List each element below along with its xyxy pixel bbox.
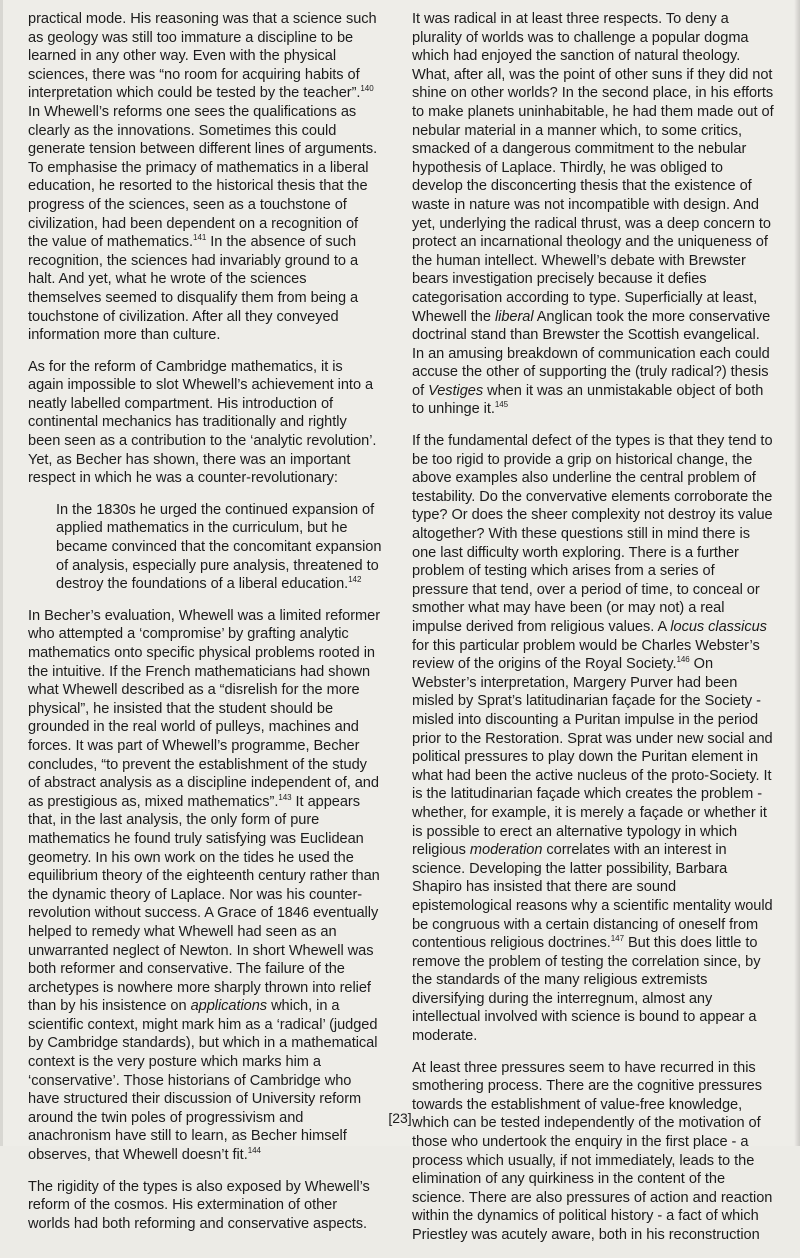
- footnote-ref: 147: [610, 934, 624, 944]
- left-column: [28, 10, 382, 1246]
- paragraph: In Becher’s evaluation, Whewell was a limited reformer who attempted a ‘compromise’ by grafting analytic mathematics onto specific physical problems rooted in the intuitive. If the French mathematicians had shown what Whewell described as a “disrelish for the more physical”, he insisted that the student should be grounded in the real world of pulleys, machines and forces. It was part of Whewell’s programme, Becher concludes, “to prevent the establishment of the study of abstract analysis as a discipline independent of, and as prestigious as, mixed mathematics”.$^{143}$ It appears that, in the last analysis, the only form of pure mathematics he found truly satisfying was Euclidean geometry. In his own work on the tides he used the equilibrium theory of the eighteenth century rather than the dynamic theory of Laplace. Nor was his counter-revolution without success. A Grace of 1846 eventually helped to remedy what Whewell had seen as an unwarranted neglect of Newton. In short Whewell was both reformer and conservative. The failure of the archetypes is nowhere more sharply thrown into relief than by his insistence on applications which, in a scientific context, might mark him as a ‘radical’ (judged by Cambridge standards), but which in a mathematical context is the very posture which marks him a ‘conservative’. Those historians of Cambridge who have structured their discussion of University reform around the twin poles of progressivism and anachronism have still to learn, as Becher himself observes, that Whewell doesn’t fit.$^{144}$: [28, 607, 381, 1164]
- emphasis: moderation: [469, 842, 543, 859]
- page-left-edge: [0, 0, 3, 1146]
- footnote-ref: 141: [193, 233, 207, 243]
- footnote-ref: 146: [676, 655, 690, 665]
- paragraph: The rigidity of the types is also exposed by Whewell’s reform of the cosmos. His extermination of other worlds had both reforming and conservative aspects.: [28, 1178, 370, 1232]
- page-number: [23]: [388, 1110, 412, 1126]
- footnote-ref: 143: [278, 792, 292, 802]
- paragraph: At least three pressures seem to have recurred in this smothering process. There are the cognitive pressures towards the establishment of value-free knowledge, which can be tested independently of the motivation of those who undertook the enquiry in the first place - a process which usually, if not immediately, leads to the elimination of any quirkiness in the content of the science. There are also pressures of action and reaction within the dynamics of political history - a fact of which Priestley was acutely aware, both in his reconstruction: [412, 1059, 773, 1243]
- emphasis: Vestiges: [428, 382, 484, 399]
- footnote-ref: 144: [247, 1146, 261, 1156]
- paragraph: It was radical in at least three respects. To deny a plurality of worlds was to challenge a popular dogma which had enjoyed the sanction of natural theology. What, after all, was the point of other suns if they did not shine on other worlds? In the second place, in his efforts to make planets uninhabitable, he had them made out of nebular material in a manner which, to some critics, smacked of a dangerous commitment to the nebular hypothesis of Laplace. Thirdly, he was obliged to develop the disconcerting thesis that the existence of waste in nature was not incompatible with design. And yet, underlying the radical thrust, was a deep concern to protect an incarnational theology and the uniqueness of the human intellect. Whewell’s debate with Brewster bears investigation precisely because it defies categorisation according to type. Superficially at least, Whewell the liberal Anglican took the more conservative doctrinal stand than Brewster the Scottish evangelical. In an amusing breakdown of communication each could accuse the other of supporting the (truly radical?) thesis of Vestiges when it was an unmistakable object of both to unhinge it.$^{145}$: [412, 11, 774, 418]
- footnote-ref: 142: [348, 575, 362, 585]
- paragraph: As for the reform of Cambridge mathematics, it is again impossible to slot Whewell’s achievement into a neatly labelled compartment. His introduction of continental mechanics has traditionally and rightly been seen as a contribution to the ‘analytic revolution’. Yet, as Becher has shown, there was an important respect in which he was a counter-revolutionary:: [28, 358, 377, 487]
- paragraph: If the fundamental defect of the types is that they tend to be too rigid to provide a grip on historical change, the above examples also underline the central problem of testability. Do the convervative elements corroborate the type? Or does the sheer complexity not destroy its value altogether? With these questions still in mind there is one last difficulty worth exploring. There is a further problem of testing which arises from a series of pressure that tend, over a period of time, to conceal or smother what may have been (or may not) a real impulse derived from religious values. A locus classicus for this particular problem would be Charles Webster’s review of the origins of the Royal Society.$^{146}$ On Webster’s interpretation, Margery Purver had been misled by Sprat’s latitudinarian façade for the Society - misled into discounting a Puritan impulse in the period prior to the Restoration. Sprat was under new social and political pressures to play down the Puritan element in what had been the active nucleus of the proto-Society. It is the latitudinarian façade which creates the problem - whether, for example, it is merely a façade or whether it is possible to erect an alternative typology in which religious moderation correlates with an interest in science. Developing the latter possibility, Barbara Shapiro has insisted that there are sound epistemological reasons why a scientific mentality would be congruous with a certain distancing of oneself from contentious religious doctrines.$^{147}$ But this does little to remove the problem of testing the correlation since, by the standards of the many religious extremists diversifying during the interregnum, almost any intellectual involved with science is bound to appear a moderate.: [412, 433, 773, 1045]
- right-column: [412, 10, 774, 1258]
- footnote-ref: 140: [360, 84, 374, 94]
- emphasis: applications: [190, 998, 268, 1015]
- emphasis: liberal: [494, 308, 534, 325]
- page-edge-shadow: [794, 0, 800, 1146]
- block-quote: In the 1830s he urged the continued expansion of applied mathematics in the curriculum, but he became convinced that the concomitant expansion of analysis, especially pure analysis, threatened to destroy the foundations of a liberal education.$^{142}$: [56, 501, 382, 593]
- paragraph: practical mode. His reasoning was that a science such as geology was still too immature a discipline to be learned in any other way. Even with the physical sciences, there was “no room for acquiring habits of interpretation which could be tested by the teacher”.$^{140}$ In Whewell’s reforms one sees the qualifications as clearly as the innovations. Sometimes this could generate tension between different lines of arguments. To emphasise the primacy of mathematics in a liberal education, he resorted to the historical thesis that the progress of the sciences, seen as a touchstone of civilization, had been dependent on a recognition of the value of mathematics.$^{141}$ In the absence of such recognition, the sciences had invariably ground to a halt. And yet, what he wrote of the sciences themselves seemed to disqualify them from being a touchstone of civilization. After all they conveyed information more than culture.: [28, 11, 378, 344]
- emphasis: locus classicus: [670, 619, 767, 635]
- footnote-ref: 145: [494, 400, 509, 410]
